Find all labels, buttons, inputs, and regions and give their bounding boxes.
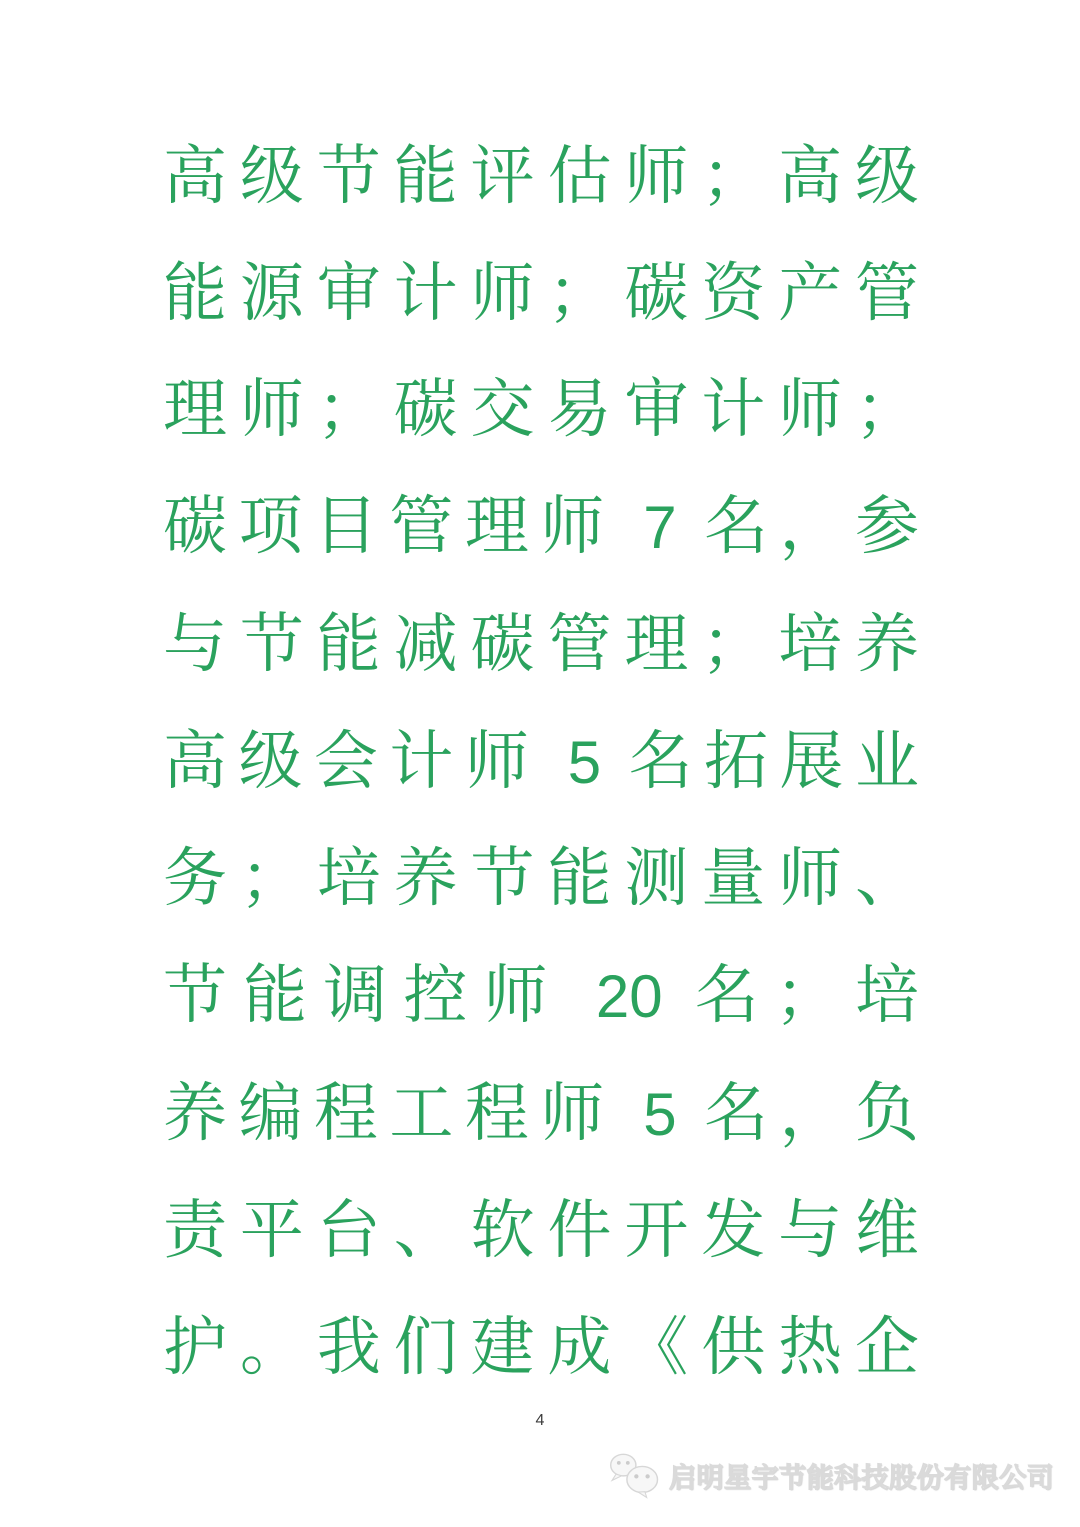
body-text-line: 理师；碳交易审计师； <box>163 374 919 446</box>
body-text-line: 节能调控师 20 名；培 <box>163 959 920 1031</box>
body-text-line: 碳项目管理师 7 名，参 <box>163 491 920 563</box>
wechat-icon <box>608 1450 662 1500</box>
body-text-line: 养编程工程师 5 名，负 <box>163 1077 920 1149</box>
company-watermark <box>608 1450 1054 1500</box>
body-text-line: 护。我们建成《供热企 <box>163 1312 919 1384</box>
body-text-line: 高级节能评估师；高级 <box>163 141 919 212</box>
body-text-line: 与节能减碳管理；培养 <box>163 608 919 680</box>
body-text-line: 高级会计师 5 名拓展业 <box>163 725 920 797</box>
body-text-line: 责平台、软件开发与维 <box>163 1195 919 1267</box>
company-watermark-text: 启明星宇节能科技股份有限公司 <box>669 1462 1054 1493</box>
page-number: 4 <box>535 1412 545 1429</box>
body-text-block <box>163 119 919 1407</box>
body-text-line: 能源审计师；碳资产管 <box>163 257 919 329</box>
body-text-line: 务；培养节能测量师、 <box>163 843 919 915</box>
